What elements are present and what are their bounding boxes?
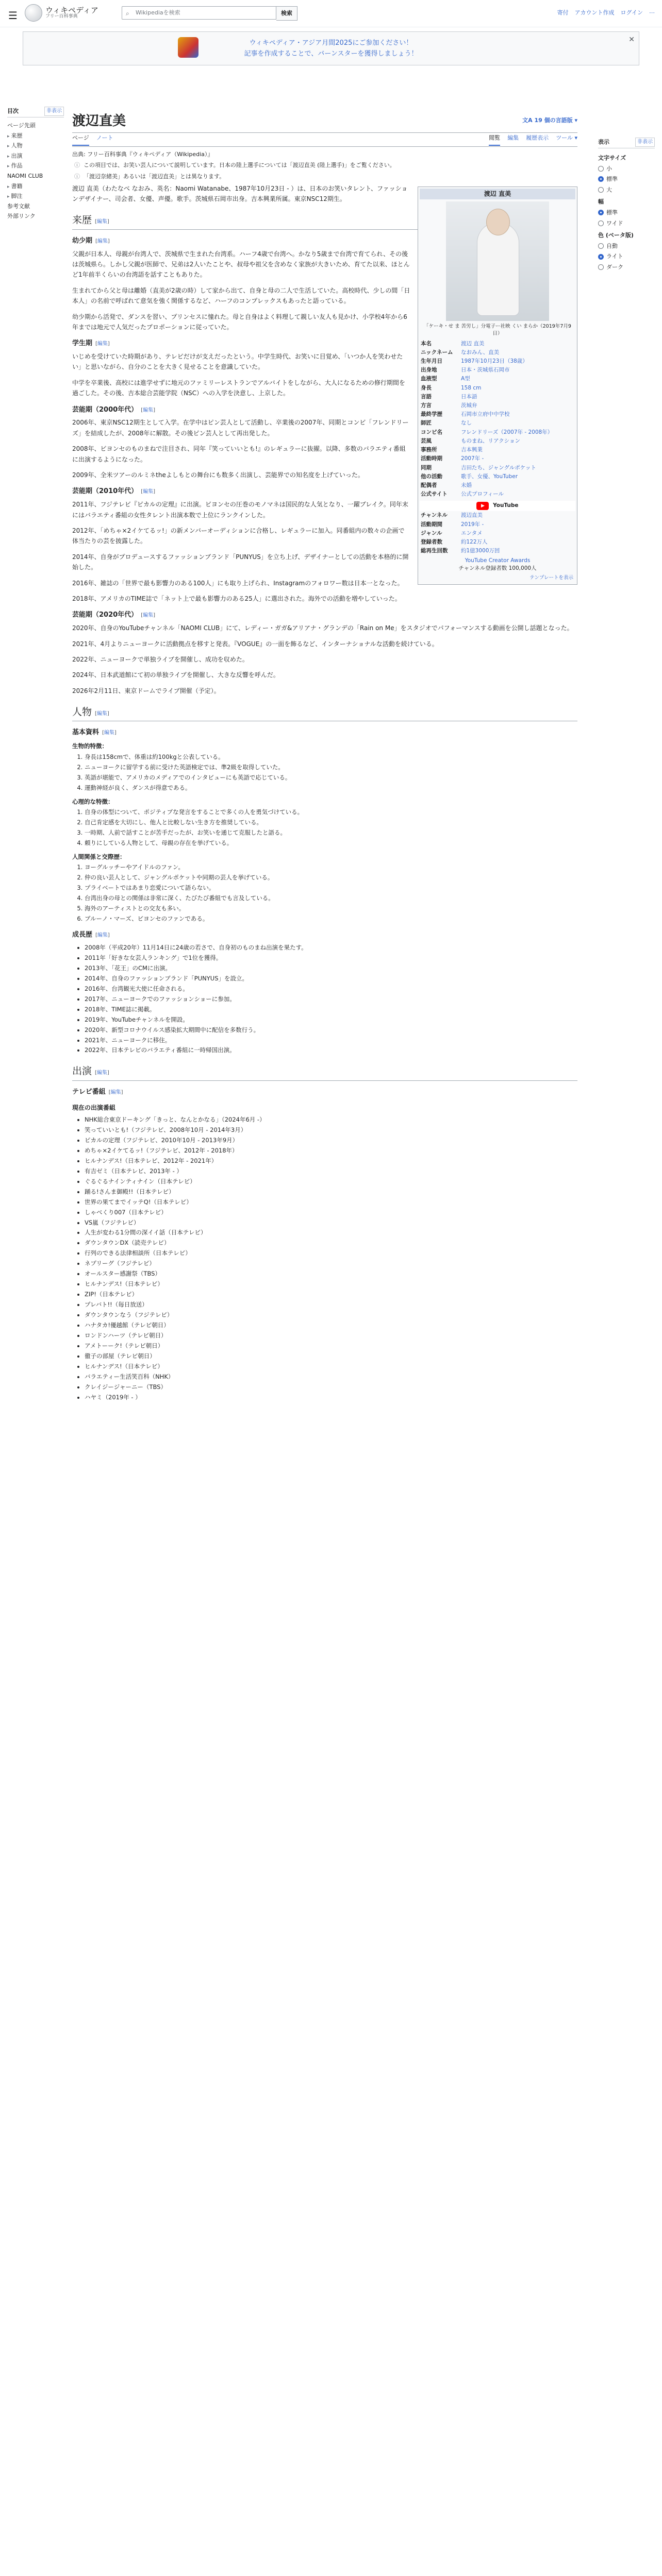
search-button[interactable]: 検索 — [276, 6, 297, 21]
edit-link[interactable]: 編集 — [104, 730, 114, 736]
list-item: 1. 身長は158cmで、体重は約100kgと公表している。 — [85, 752, 577, 762]
site-tagline: フリー百科事典 — [45, 14, 78, 20]
infobox-value[interactable]: 吉田たち、ジャングルポケット — [461, 464, 536, 471]
infobox-value[interactable]: 約122万人 — [461, 539, 488, 546]
infobox-row — [420, 472, 575, 481]
edit-link[interactable]: 編集 — [96, 711, 107, 717]
tv-program-item: • 徹子の部屋（テレビ朝日） — [85, 1351, 577, 1361]
infobox-key: チャンネル — [421, 512, 448, 519]
portrait-figure — [477, 222, 519, 316]
tab-history[interactable]: 履歴表示 — [526, 134, 549, 141]
toc-item[interactable] — [7, 211, 64, 222]
heading-childhood: 幼少期 [編集] — [72, 236, 110, 245]
tv-program-item: • 行列のできる法律相談所（日本テレビ） — [85, 1248, 577, 1258]
list-item: • 2018年、TIME誌に掲載。 — [85, 1005, 577, 1014]
infobox-key: 配偶者 — [421, 482, 437, 488]
tv-program-item: • 人生が変わる1分間の深イイ話（日本テレビ） — [85, 1228, 577, 1238]
infobox-value[interactable]: ものまね、リアクション — [461, 437, 520, 444]
paragraph: いじめを受けていた時期があり、テレビだけが支えだったという。中学生時代、お笑いに目覚め、「いつか人を笑わせたい」と思いながら、自分のことを大きく見せることを意識していた。 — [72, 353, 403, 371]
list-item: • 2011年「好きな女芸人ランキング」で1位を獲得。 — [85, 953, 577, 963]
close-icon[interactable]: ✕ — [628, 36, 635, 44]
heading-growth: 成長歴 [編集] — [72, 930, 110, 939]
paragraph: 2021年、4月よりニューヨークに活動拠点を移すと発表。『VOGUE』の一面を飾るなど、インターナショナルな活動を続けている。 — [72, 640, 438, 648]
banner-line-1[interactable]: ウィキペディア・アジア月間2025にご参加ください！ — [249, 39, 413, 47]
infobox-value[interactable]: 吉本興業 — [461, 447, 483, 453]
infobox-row — [420, 401, 575, 410]
search-placeholder: Wikipediaを検索 — [136, 9, 180, 16]
toc-item-label: 人物 — [11, 142, 23, 149]
list-item: • 2014年、自身のファッションブランド「PUNYUS」を設立。 — [85, 974, 577, 984]
infobox-key: ジャンル — [421, 530, 442, 536]
list-item: 4. 運動神経が良く、ダンスが得意である。 — [85, 783, 577, 793]
article-source: 出典: フリー百科事典『ウィキペディア（Wikipedia）』 — [72, 150, 213, 158]
infobox-row — [420, 366, 575, 375]
infobox-row — [420, 529, 575, 538]
infobox-key: 総再生回数 — [421, 548, 448, 554]
main-content — [72, 113, 577, 1406]
tv-program-item: • 笑っていいとも!（フジテレビ、2008年10月 - 2014年3月） — [85, 1125, 577, 1135]
infobox-name: 渡辺 直美 — [420, 189, 575, 199]
infobox-key: 芸風 — [421, 437, 432, 444]
color-option[interactable] — [598, 242, 655, 251]
tv-program-item: • めちゃ×2イケてるッ!（フジテレビ、2012年 - 2018年） — [85, 1146, 577, 1156]
paragraph: 2012年、「めちゃ×2イケてるッ!」の新メンバーオーディションに合格し、レギュラーに加入。同番組内の数々の企画で体当たりの芸を披露した。 — [72, 527, 405, 545]
infobox-award — [420, 556, 575, 573]
edit-link[interactable]: 編集 — [96, 1070, 107, 1076]
infobox-row — [420, 384, 575, 393]
infobox-key: 本名 — [421, 340, 432, 347]
infobox-row — [420, 446, 575, 454]
radio-icon[interactable] — [598, 264, 604, 270]
infobox-value[interactable]: 渡辺 直美 — [461, 340, 485, 347]
tv-program-item: • 世界の果てまでイッテQ!（日本テレビ） — [85, 1197, 577, 1207]
appearance-panel — [598, 138, 655, 274]
list-item: • 2020年、新型コロナウイルス感染拡大期間中に配信を多数行う。 — [85, 1025, 577, 1035]
tab-read[interactable]: 閲覧 — [489, 133, 500, 146]
infobox-row — [420, 538, 575, 547]
infobox-value[interactable]: 茨城弁 — [461, 402, 477, 409]
tv-program-item: • ヒルナンデス!（日本テレビ） — [85, 1362, 577, 1371]
wikipedia-globe-icon — [25, 4, 42, 22]
infobox — [418, 187, 577, 585]
tv-program-item: • ハヤミ（2019年 - ） — [85, 1393, 577, 1402]
list-item: 2. 仲の良い芸人として、ジャングルポケットや同期の芸人を挙げている。 — [85, 873, 577, 883]
edit-link[interactable]: 編集 — [96, 219, 107, 225]
campaign-banner — [23, 31, 639, 65]
portrait-face — [486, 209, 510, 235]
infobox-value[interactable]: 1987年10月23日（38歳） — [461, 358, 528, 364]
toc-item-label: ページ先頭 — [7, 122, 36, 129]
toc-item[interactable] — [7, 121, 64, 131]
site-header — [0, 0, 662, 27]
list-item: • 2019年、YouTubeチャンネルを開設。 — [85, 1015, 577, 1025]
toc-item-label: 書籍 — [11, 182, 23, 190]
infobox-value[interactable]: エンタメ — [461, 530, 483, 536]
donate-link[interactable]: 寄付 — [557, 9, 569, 16]
radio-icon[interactable] — [598, 176, 604, 182]
color-option[interactable] — [598, 252, 655, 261]
infobox-value[interactable]: 158 cm — [461, 384, 482, 391]
width-option-label: 標準 — [606, 209, 618, 216]
infobox-key: 言語 — [421, 393, 432, 400]
infobox-row — [420, 393, 575, 401]
infobox-row — [420, 547, 575, 555]
youtube-header — [420, 501, 575, 511]
tv-program-item: • クレイジージャーニー（TBS） — [85, 1382, 577, 1392]
heading-tv: テレビ番組 [編集] — [72, 1088, 123, 1096]
infobox-key: 活動期間 — [421, 521, 442, 528]
chevron-right-icon[interactable]: ▸ — [7, 154, 10, 159]
main-menu-icon[interactable]: ☰ — [8, 9, 18, 22]
edit-link[interactable]: 編集 — [97, 932, 108, 938]
list-item: 5. 海外のアーティストとの交友も多い。 — [85, 904, 577, 913]
list-item: 4. 頼りにしている人物として、母親の存在を挙げている。 — [85, 838, 577, 848]
infobox-key: 血液型 — [421, 376, 437, 382]
infobox-key: 同期 — [421, 464, 432, 471]
appearance-heading: 表示 — [598, 139, 609, 146]
infobox-key: コンビ名 — [421, 429, 442, 435]
tv-program-item: • アメトーーク!（テレビ朝日） — [85, 1341, 577, 1351]
more-menu-icon[interactable]: ⋯ — [649, 9, 655, 16]
toc-item-label: 外部リンク — [7, 213, 36, 220]
tv-program-item: • ヒルナンデス!（日本テレビ、2012年 - 2021年） — [85, 1156, 577, 1166]
toc-item-label: NAOMI CLUB — [7, 172, 43, 179]
edit-link[interactable]: 編集 — [97, 238, 108, 244]
paragraph: 幼少期から活発で、ダンスを習い、プリンセスに憧れた。母と自身はよく料理して親しい友人も見かけ、小学校4年から6年までは地元で人気だったプロポーションに従っていた。 — [72, 313, 407, 331]
hatnote: ⓘ この項目では、お笑い芸人について説明しています。日本の陸上選手については「渡辺直美 (陸上選手)」をご覧ください。 — [72, 161, 577, 170]
toc-item[interactable] — [7, 201, 64, 212]
infobox-row — [420, 410, 575, 419]
table-of-contents — [7, 107, 64, 222]
heading-basic: 基本資料 [編集] — [72, 728, 117, 737]
color-option-label: ライト — [606, 253, 623, 260]
text-size-option-label: 大 — [606, 186, 612, 193]
width-option-label: ワイド — [606, 219, 623, 227]
chevron-right-icon[interactable]: ▸ — [7, 184, 10, 190]
lead-paragraph: 渡辺 直美（わたなべ なおみ、英名：Naomi Watanabe、1987年10月23日 - ）は、日本のお笑いタレント、ファッションデザイナー、司会者、女優、声優。歌手。茨城県石岡市出身。吉本興業所属。東京NSC12期生。 — [72, 184, 408, 202]
edit-link[interactable]: 編集 — [110, 1089, 121, 1095]
tab-page[interactable]: ページ — [72, 133, 89, 146]
portrait-image[interactable] — [446, 201, 549, 321]
toc-hide-button[interactable]: 非表示 — [44, 107, 64, 116]
list-item: 4. 台湾出身の母との関係は非常に深く、たびたび番組でも言及している。 — [85, 893, 577, 903]
tv-program-item: • オールスター感謝祭（TBS） — [85, 1269, 577, 1279]
infobox-key: 活動時期 — [421, 455, 442, 462]
infobox-row — [420, 437, 575, 446]
tv-program-item: • ダウンタウンDX（読売テレビ） — [85, 1238, 577, 1248]
tv-program-item: • ロンドンハーツ（テレビ朝日） — [85, 1331, 577, 1341]
site-logo[interactable] — [25, 4, 98, 22]
text-size-label: 文字サイズ — [598, 155, 626, 161]
color-option[interactable] — [598, 263, 655, 272]
radio-icon[interactable] — [598, 166, 604, 172]
width-option[interactable] — [598, 208, 655, 217]
infobox-value[interactable]: 2019年 - — [461, 521, 484, 528]
toc-item[interactable] — [7, 131, 64, 141]
tv-program-item: • VS嵐（フジテレビ） — [85, 1218, 577, 1228]
paragraph: 2014年、自身がプロデュースするファッションブランド「PUNYUS」を立ち上げ、デザイナーとしての活動を本格的に開始した。 — [72, 553, 409, 571]
tv-program-item: • 踊る!さんま御殿!!（日本テレビ） — [85, 1187, 577, 1197]
tv-program-item: • ぐるぐるナインティナイン（日本テレビ） — [85, 1177, 577, 1187]
heading-career: 来歴 [編集] — [72, 212, 577, 229]
infobox-value[interactable]: 日本・茨城県石岡市 — [461, 367, 510, 374]
heading-2010s: 芸能期（2010年代） [編集] — [72, 487, 155, 496]
tv-program-item: • ネプリーグ（フジテレビ） — [85, 1259, 577, 1268]
award-line: チャンネル登録者数 100,000人 — [458, 565, 537, 571]
infobox-row — [420, 511, 575, 520]
infobox-key: 生年月日 — [421, 358, 442, 364]
paragraph: 2026年2月11日、東京ドームでライブ開催（予定）。 — [72, 687, 220, 694]
infobox-row — [420, 490, 575, 499]
infobox-row — [420, 375, 575, 383]
infobox-key: 登録者数 — [421, 539, 442, 546]
infobox-value[interactable]: 約1億3000万回 — [461, 548, 500, 554]
list-item: 6. ブルーノ・マーズ、ビヨンセのファンである。 — [85, 914, 577, 924]
infobox-row — [420, 454, 575, 463]
heading-person: 人物 [編集] — [72, 704, 577, 721]
infobox-key: 身長 — [421, 384, 432, 391]
toc-item-label: 脚注 — [11, 193, 23, 200]
text-size-option[interactable] — [598, 164, 655, 174]
text-size-option[interactable] — [598, 175, 655, 184]
paragraph: 2006年、東京NSC12期生として入学。在学中はピン芸人として活動し、卒業後の2007年、同期とコンビ「フレンドリーズ」を結成したが、2008年に解散。その後ピン芸人として再出発した。 — [72, 419, 409, 437]
toc-item[interactable] — [7, 141, 64, 151]
tab-tools[interactable]: ツール ▾ — [556, 134, 577, 141]
toc-heading: 目次 — [7, 108, 19, 115]
edit-link[interactable]: 編集 — [143, 407, 154, 413]
text-size-option[interactable] — [598, 185, 655, 195]
tab-edit[interactable]: 編集 — [507, 134, 519, 141]
infobox-value[interactable]: 歌手、女優、YouTuber — [461, 473, 518, 480]
width-label: 幅 — [598, 198, 604, 206]
edit-link[interactable]: 編集 — [97, 341, 108, 347]
edit-link[interactable]: 編集 — [143, 489, 154, 495]
radio-icon[interactable] — [598, 210, 604, 215]
page-tabs — [72, 133, 577, 147]
infobox-key: ニックネーム — [421, 349, 453, 355]
paragraph: 2024年、日本武道館にて初の単独ライブを開催し、大きな反響を呼んだ。 — [72, 671, 279, 679]
toc-item-label: 来歴 — [11, 132, 23, 139]
list-item: 3. プライベートではあまり恋愛について語らない。 — [85, 883, 577, 893]
paragraph: 中学を卒業後、高校には進学せずに地元のファミリーレストランでアルバイトをしながら、大人になるための修行期間を過ごした。その後、吉本総合芸能学院（NSC）への入学を決意し、上京した。 — [72, 379, 405, 397]
create-account-link[interactable]: アカウント作成 — [574, 9, 615, 16]
list-item: 1. 自身の体型について、ポジティブな発言をすることで多くの人を勇気づけている。 — [85, 807, 577, 817]
toc-item-label: 参考文献 — [7, 202, 30, 210]
infobox-key: 師匠 — [421, 420, 432, 427]
infobox-key: 事務所 — [421, 447, 437, 453]
heading-2020s: 芸能期（2020年代） [編集] — [72, 611, 155, 619]
chevron-right-icon[interactable]: ▸ — [7, 164, 10, 170]
radio-icon[interactable] — [598, 254, 604, 260]
search-icon: ⌕ — [126, 10, 129, 17]
edit-link[interactable]: 編集 — [143, 613, 154, 619]
infobox-row — [420, 481, 575, 490]
infobox-row — [420, 348, 575, 357]
toc-item[interactable] — [7, 181, 64, 192]
list-label: 生物的特徴： — [72, 742, 108, 750]
login-link[interactable]: ログイン — [620, 9, 643, 16]
width-option[interactable] — [598, 219, 655, 228]
tv-program-item: • バラエティー生活笑百科（NHK） — [85, 1372, 577, 1382]
hatnote: ⓘ 「渡辺奈緒美」あるいは「渡辺直美」とは異なります。 — [72, 172, 577, 181]
tv-program-item: • ZIP!（日本テレビ） — [85, 1290, 577, 1299]
list-item: 3. 一時期、人前で話すことが苦手だったが、お笑いを通じて克服したと語る。 — [85, 828, 577, 838]
list-item: 2. ニューヨークに留学する前に受けた英語検定では、準2級を取得していた。 — [85, 762, 577, 772]
toc-item[interactable] — [7, 161, 64, 171]
infobox-row — [420, 520, 575, 529]
user-links — [557, 8, 655, 18]
tv-program-item: • 有吉ゼミ（日本テレビ、2013年 - ） — [85, 1166, 577, 1176]
list-item: 3. 英語が堪能で、アメリカのメディアでのインタビューにも英語で応じている。 — [85, 773, 577, 783]
appearance-hide-button[interactable]: 非表示 — [635, 138, 655, 147]
infobox-row — [420, 419, 575, 428]
youtube-label: YouTube — [493, 502, 519, 509]
paragraph: 2022年、ニューヨークで単独ライブを開催し、成功を収めた。 — [72, 655, 249, 663]
toc-item-label: 出演 — [11, 152, 23, 159]
toc-item[interactable] — [7, 171, 64, 181]
infobox-value[interactable]: 石岡市立府中中学校 — [461, 411, 510, 418]
infobox-row — [420, 428, 575, 437]
paragraph: 2016年、雑誌の「世界で最も影響力のある100人」にも取り上げられ、Instagramのフォロワー数は日本一となった。 — [72, 579, 404, 587]
page-title-text: 渡辺直美 — [72, 113, 126, 129]
infobox-key: 他の活動 — [421, 473, 442, 480]
list-label: 人間関係と交際歴： — [72, 853, 126, 860]
color-option-label: ダーク — [606, 263, 623, 270]
search-form — [122, 6, 297, 21]
infobox-value[interactable]: 渡辺直美 — [461, 512, 483, 519]
color-label: 色 (ベータ版) — [598, 232, 634, 239]
tv-program-item: • プレバト!!（毎日放送） — [85, 1300, 577, 1310]
infobox-value[interactable]: 公式プロフィール — [461, 491, 504, 498]
infobox-key: 方言 — [421, 402, 432, 409]
award-title[interactable]: YouTube Creator Awards — [465, 557, 531, 564]
radio-icon[interactable] — [598, 187, 604, 193]
infobox-row — [420, 357, 575, 366]
paragraph: 2009年、全米ツアーのルミネtheよしもとの舞台にも数多く出演し、芸能界での知名度を上げていった。 — [72, 471, 364, 479]
search-input[interactable] — [122, 6, 276, 20]
infobox-value[interactable]: A型 — [461, 376, 470, 382]
infobox-value[interactable]: なし — [461, 420, 472, 427]
infobox-key: 最終学歴 — [421, 411, 442, 418]
heading-appear: 出演 [編集] — [72, 1063, 577, 1080]
tv-program-item: • しゃべくり007（日本テレビ） — [85, 1208, 577, 1217]
text-size-option-label: 小 — [606, 165, 612, 172]
infobox-value[interactable]: 未婚 — [461, 482, 472, 488]
paragraph: 2018年、アメリカのTIME誌で「ネット上で最も影響力のある25人」に選出された。海外での活動を増やしていった。 — [72, 595, 401, 602]
list-item: 2. 自己肯定感を大切にし、他人と比較しない生き方を推奨している。 — [85, 818, 577, 827]
paragraph: 2008年、ビヨンセのものまねで注目され、同年『笑っていいとも!』のレギュラーに抜擢。以降、多数のバラエティ番組に出演するようになった。 — [72, 445, 406, 463]
text-size-option-label: 標準 — [606, 176, 618, 183]
toc-item[interactable] — [7, 151, 64, 161]
infobox-key: 出身地 — [421, 367, 437, 374]
infobox-value[interactable]: なおみん、直美 — [461, 349, 500, 355]
heading-student: 学生期 [編集] — [72, 340, 110, 348]
template-link[interactable]: テンプレートを表示 — [529, 574, 573, 581]
infobox-row — [420, 464, 575, 472]
toc-item[interactable] — [7, 191, 64, 201]
list-item: • 2017年、ニューヨークでのファッションショーに参加。 — [85, 994, 577, 1004]
radio-icon[interactable] — [598, 221, 604, 226]
youtube-logo-icon: ▶ — [476, 502, 489, 510]
list-item: • 2008年（平成20年）11月14日に24歳の若さで、自身初のものまね出演を果たす。 — [85, 943, 577, 953]
tv-program-item: • ピカルの定理（フジテレビ、2010年10月 - 2013年9月） — [85, 1136, 577, 1145]
color-option-label: 自動 — [606, 242, 618, 249]
paragraph: 生まれてから父と母は離婚（直美が2歳の時）して家から出て、自身と母の二人で生活していた。高校時代、少しの間「日本人」の名前で呼ばれて意気を強く関係するなど、ハーフのコンプレックスもあったと語っている。 — [72, 286, 410, 305]
chevron-right-icon[interactable]: ▸ — [7, 133, 10, 139]
list-item: • 2016年、台湾観光大使に任命される。 — [85, 984, 577, 994]
language-button[interactable]: 文A 19 個の言語版 ▾ — [522, 117, 577, 124]
infobox-value[interactable]: フレンドリーズ（2007年 - 2008年） — [461, 429, 553, 435]
list-item: • 2021年、ニューヨークに移住。 — [85, 1036, 577, 1045]
paragraph: 父親が日本人、母親が台湾人で、茨城県で生まれた台湾系。ハーフ4歳で台湾へ。かなり5歳まで台湾で育てられ、その後は茨城県ら。しかし父親が医師で、兄弟は2人いたことや、叔母や祖父を含めなく家族が大きいため、育てた以来、ほとんど1年前半くらいの台湾語を話すこともありた。 — [72, 250, 410, 279]
tv-program-item: • ハナタカ!優越館（テレビ朝日） — [85, 1320, 577, 1330]
infobox-key: 公式サイト — [421, 491, 448, 498]
paragraph: 2020年、自身のYouTubeチャンネル「NAOMI CLUB」にて、レディー・ガガ&アリアナ・グランデの「Rain on Me」をスタジオでパフォーマンスする動画を公開し話題となった。 — [72, 624, 573, 632]
asia-month-logo-icon — [178, 37, 198, 58]
list-item: 1. ヨーグルッチーやアイドルのファン。 — [85, 862, 577, 872]
heading-2000s: 芸能期（2000年代） [編集] — [72, 405, 155, 414]
heading-current: 現在の出演番組 — [72, 1104, 116, 1111]
article-body — [72, 183, 577, 1402]
radio-icon[interactable] — [598, 243, 604, 249]
infobox-value[interactable]: 日本語 — [461, 393, 477, 400]
chevron-right-icon[interactable]: ▸ — [7, 144, 10, 149]
page-title — [72, 113, 577, 133]
infobox-caption: 「ケーキ・せ ま 苦労し」分電子ー社映 くい まらか（2019年7月9日） — [424, 323, 571, 336]
tab-talk[interactable]: ノート — [96, 134, 113, 141]
list-item: • 2022年、日本テレビのバラエティ番組に一時帰国出演。 — [85, 1045, 577, 1055]
list-label: 心理的な特徴： — [72, 798, 114, 805]
tv-program-item: • ダウンタウンなう（フジテレビ） — [85, 1310, 577, 1320]
banner-line-2[interactable]: 記事を作成することで、バーンスターを獲得しましょう！ — [244, 49, 418, 58]
infobox-row — [420, 340, 575, 348]
paragraph: 2011年、フジテレビ『ピカルの定理』に出演。ビヨンセの圧巻のモノマネは国民的な人気となり、一躍ブレイク。同年末にはバラエティ番組の女性タレント出演本数で上位にランクインした。 — [72, 501, 408, 519]
chevron-right-icon[interactable]: ▸ — [7, 194, 10, 200]
tv-program-item: • NHK総合東京ドーキング「きっと、なんとかなる」（2024年6月 -） — [85, 1115, 577, 1125]
site-name: ウィキペディア — [45, 5, 98, 15]
toc-item-label: 作品 — [11, 162, 23, 170]
infobox-value[interactable]: 2007年 - — [461, 455, 484, 462]
tv-program-item: • ヒルナンデス!（日本テレビ） — [85, 1279, 577, 1289]
list-item: • 2013年、「花王」のCMに出演。 — [85, 963, 577, 973]
